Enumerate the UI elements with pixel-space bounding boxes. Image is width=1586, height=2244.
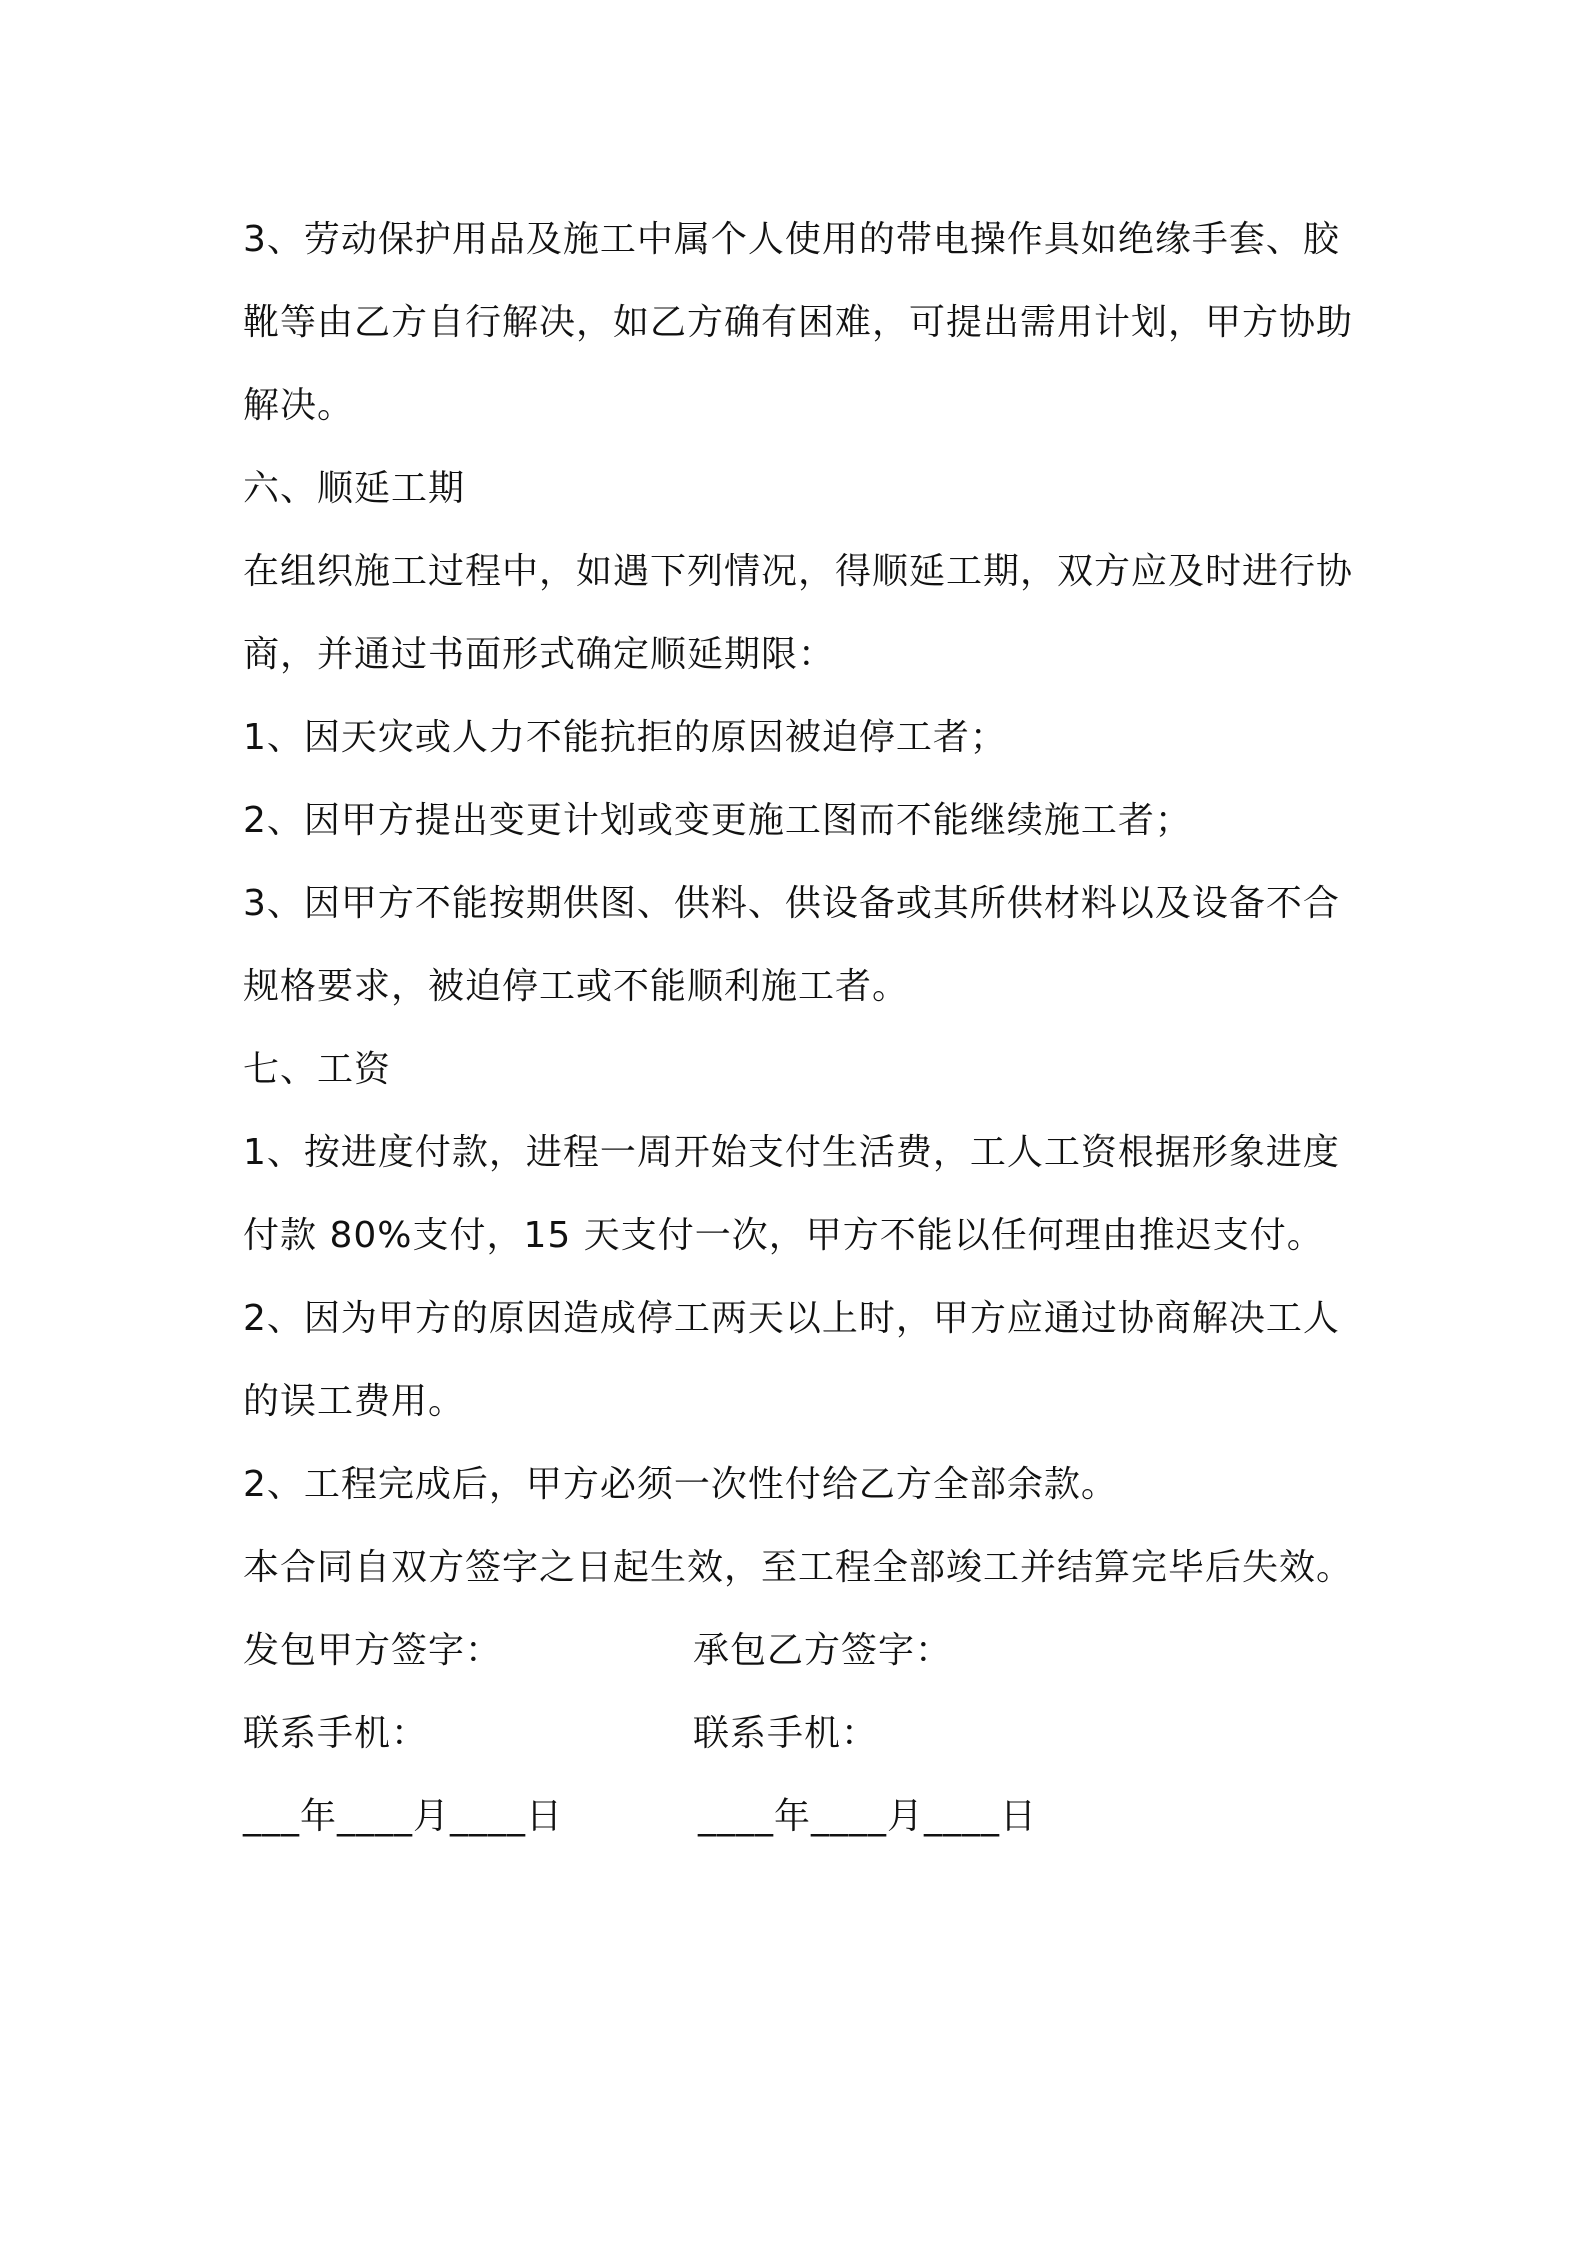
section-heading-wages: 七、工资 xyxy=(243,1049,392,1090)
text-line: 商，并通过书面形式确定顺延期限： xyxy=(243,634,836,675)
text-line: 在组织施工过程中，如遇下列情况，得顺延工期，双方应及时进行协 xyxy=(243,551,1354,592)
text-line: 的误工费用。 xyxy=(243,1381,466,1422)
text-line: 解决。 xyxy=(243,385,355,426)
party-a-date: ___年____月____日 xyxy=(243,1796,564,1837)
text-line: 规格要求，被迫停工或不能顺利施工者。 xyxy=(243,966,910,1007)
party-b-signature-label: 承包乙方签字： xyxy=(693,1630,953,1671)
text-line: 1、因天灾或人力不能抗拒的原因被迫停工者； xyxy=(243,717,1007,758)
party-a-signature-label: 发包甲方签字： xyxy=(243,1630,503,1671)
text-line: 1、按进度付款，进程一周开始支付生活费，工人工资根据形象进度 xyxy=(243,1132,1340,1173)
text-line: 靴等由乙方自行解决，如乙方确有困难，可提出需用计划，甲方协助 xyxy=(243,302,1354,343)
party-b-date: ____年____月____日 xyxy=(698,1796,1038,1837)
text-line: 2、工程完成后，甲方必须一次性付给乙方全部余款。 xyxy=(243,1464,1118,1505)
text-line: 2、因为甲方的原因造成停工两天以上时，甲方应通过协商解决工人 xyxy=(243,1298,1340,1339)
text-line: 付款 80%支付，15 天支付一次，甲方不能以任何理由推迟支付。 xyxy=(243,1215,1324,1256)
text-line: 2、因甲方提出变更计划或变更施工图而不能继续施工者； xyxy=(243,800,1192,841)
party-b-phone-label: 联系手机： xyxy=(693,1713,879,1754)
party-a-phone-label: 联系手机： xyxy=(243,1713,429,1754)
text-line: 本合同自双方签字之日起生效，至工程全部竣工并结算完毕后失效。 xyxy=(243,1547,1354,1588)
section-heading-extension: 六、顺延工期 xyxy=(243,468,466,509)
text-line: 3、劳动保护用品及施工中属个人使用的带电操作具如绝缘手套、胶 xyxy=(243,219,1340,260)
contract-text xyxy=(243,198,1353,1858)
date-row xyxy=(243,1775,1353,1858)
signature-row xyxy=(243,1609,1353,1692)
text-line: 3、因甲方不能按期供图、供料、供设备或其所供材料以及设备不合 xyxy=(243,883,1340,924)
phone-row xyxy=(243,1692,1353,1775)
